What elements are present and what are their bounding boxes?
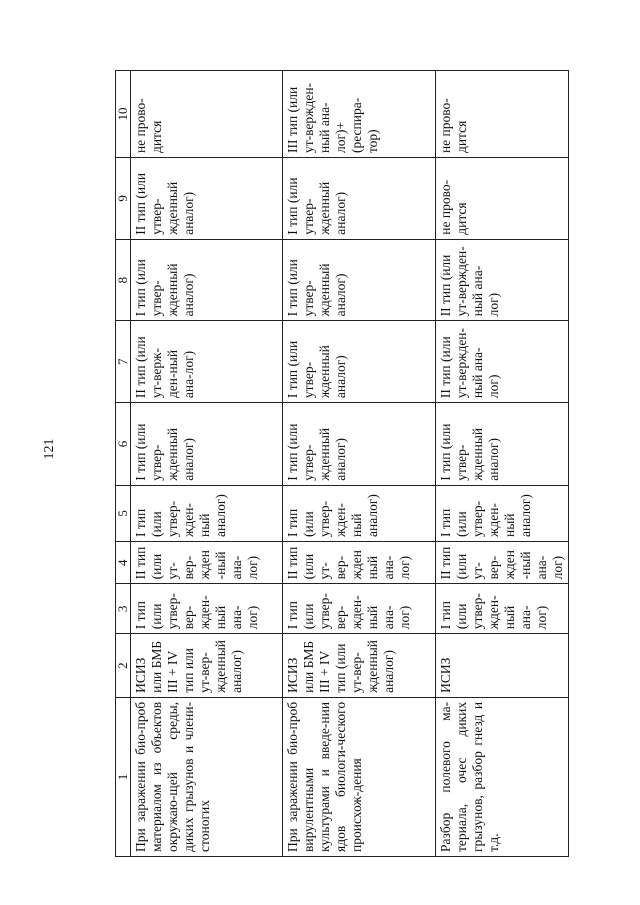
table-cell: не прово-дится [131,71,283,158]
table-row [283,71,436,857]
table-cell: II тип (или ут-вер-жден-ный ана-лог) [436,542,569,584]
header-row [116,71,131,857]
table-cell: I тип (или утвер-жденный аналог) [131,239,283,321]
rotated-table-wrapper [115,70,565,857]
table-row [131,71,283,857]
table-cell: II тип (или ут-вержден-ный ана-лог) [436,321,569,403]
table-cell: I тип (или утвер-вер-жден-ный ана-лог) [131,584,283,634]
table-cell: I тип (или утвер-жден-ный аналог) [131,485,283,541]
header-cell: 9 [116,158,131,240]
table-cell: ИСИЗ [436,634,569,698]
header-cell: 3 [116,584,131,634]
table-cell: Разбор полевого ма-териала, очес диких грызунов, разбор гнезд и т.д. [436,697,569,856]
table-cell: При заражении био-проб материалом из объектов окружаю-щей среды, диких грызунов и члени-стоногих [131,697,283,856]
table-cell: II тип (или утвер-жденный аналог) [131,158,283,240]
protection-requirements-table [115,70,569,857]
table-cell: ИСИЗ или БМБ III + IV тип или ут-вер-жденный аналог) [131,634,283,698]
table-cell: I тип (или утвер-жденный аналог) [131,403,283,486]
table-cell: I тип (или утвер-жденный аналог) [436,403,569,486]
table-cell: не прово-дится [436,71,569,158]
table-cell: I тип (или утвер-жден-ный аналог) [436,485,569,541]
header-cell: 6 [116,403,131,486]
header-cell: 10 [116,71,131,158]
page-number: 121 [42,438,57,460]
table-cell: II тип (или ут-вержден-ный ана-лог) [436,239,569,321]
table-cell: I тип (или утвер-жден-ный ана-лог) [436,584,569,634]
table-cell: II тип (или ут-верж-ден-ный ана-лог) [131,321,283,403]
table-cell: При заражении био-проб вирулентными культурами и введе-нии ядов биологи-ческого происхож-дения [283,697,436,856]
header-cell: 7 [116,321,131,403]
header-cell: 2 [116,634,131,698]
header-cell: 1 [116,697,131,856]
table-cell: III тип (или ут-вержден-ный ана-лог)+ (респира-тор) [283,71,436,158]
table-row [436,71,569,857]
table-cell: I тип (или утвер-жденный аналог) [283,321,436,403]
table-cell: I тип (или утвер-вер-жден-ный ана-лог) [283,584,436,634]
table-cell: II тип (или ут-вер-жден ный ана-лог) [283,542,436,584]
header-cell: 8 [116,239,131,321]
table-cell: II тип (или ут-вер-жден-ный ана-лог) [131,542,283,584]
table-cell: I тип (или утвер-жденный аналог) [283,239,436,321]
header-cell: 4 [116,542,131,584]
table-cell: не прово-дится [436,158,569,240]
table-cell: I тип (или утвер-жден-ный аналог) [283,485,436,541]
table-cell: I тип (или утвер-жденный аналог) [283,158,436,240]
table-cell: ИСИЗ или БМБ III + IV тип (или ут-вер-жденный аналог) [283,634,436,698]
header-cell: 5 [116,485,131,541]
table-cell: I тип (или утвер-жденный аналог) [283,403,436,486]
